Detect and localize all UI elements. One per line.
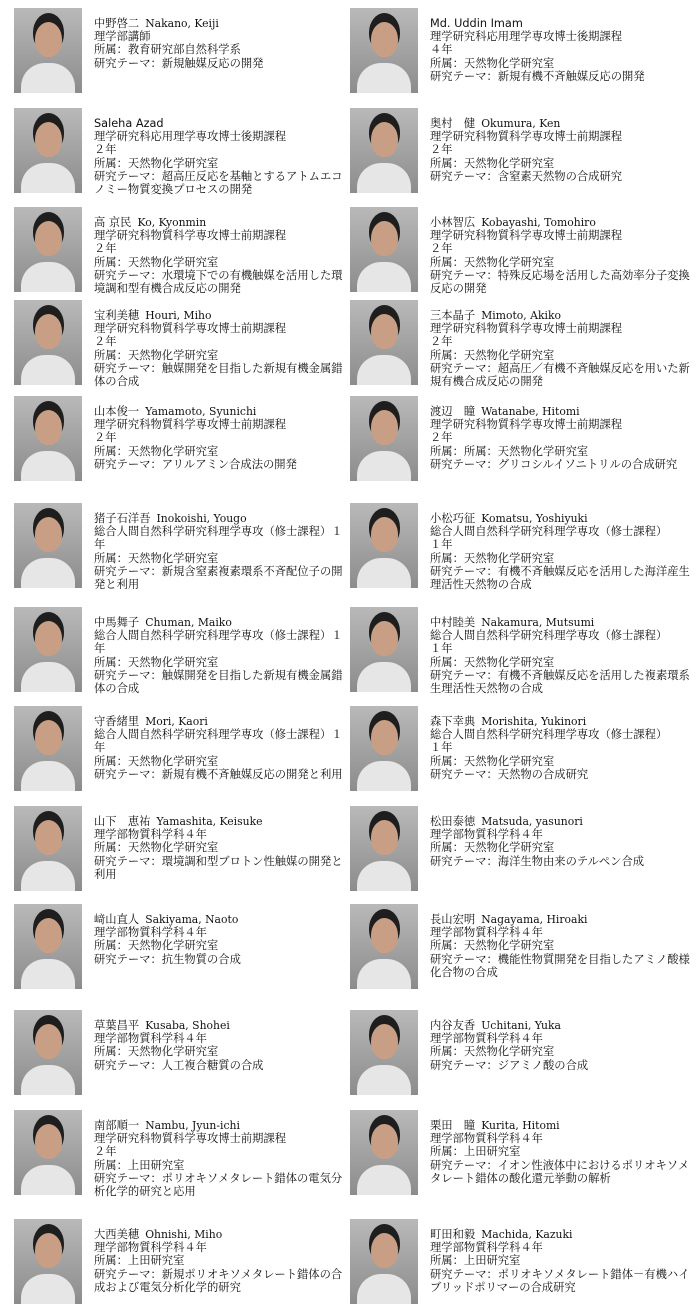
member-detail-line: 総合人間自然科学研究科理学専攻（修士課程）１年 xyxy=(94,728,343,755)
member-name-en: Watanabe, Hitomi xyxy=(481,405,580,418)
member-detail-line: 所属：天然物化学研究室 xyxy=(94,841,219,855)
member-name-en: Yamamoto, Syunichi xyxy=(145,405,257,418)
member-info xyxy=(430,405,692,471)
member-detail-line: 研究テーマ：触媒開発を目指した新規有機金属錯体の合成 xyxy=(94,668,343,696)
member-detail-line: 研究テーマ：ポリオキソメタレート錯体－有機ハイブリッドポリマーの合成研究 xyxy=(430,1267,690,1294)
member-detail-line: 理学研究科物質科学専攻博士前期課程 xyxy=(430,418,623,432)
member-detail-line: 研究テーマ：環境調和型ブロトン性触媒の開発と利用 xyxy=(94,854,343,881)
member-name-jp: Md. Uddin Imam xyxy=(430,17,523,30)
photo-head xyxy=(371,122,398,157)
member-detail-line: 所属：天然物化学研究室 xyxy=(430,348,555,362)
photo-shoulders xyxy=(21,451,75,481)
member-info xyxy=(430,512,692,591)
member-detail-line: ２年 xyxy=(430,143,453,157)
member-name-en: Nagayama, Hiroaki xyxy=(481,913,588,926)
member-name-en: Kusaba, Shohei xyxy=(145,1019,230,1032)
member-photo xyxy=(350,207,418,292)
photo-shoulders xyxy=(357,558,411,588)
member-detail-line: 研究テーマ：超高圧／有機不斉触媒反応を用いた新規有機合成反応の開発 xyxy=(430,361,690,389)
member-detail-line: 所属：天然物化学研究室 xyxy=(94,348,219,362)
photo-shoulders xyxy=(357,262,411,292)
photo-shoulders xyxy=(21,1065,75,1095)
member-name-en: Mori, Kaori xyxy=(145,715,208,728)
member-name xyxy=(94,913,344,926)
member-detail-line: 総合人間自然科学研究科理学専攻（修士課程） xyxy=(430,728,668,742)
member-info xyxy=(430,913,692,979)
member-detail-line: 所属：上田研究室 xyxy=(94,1158,185,1172)
member-name-en: Ko, Kyonmin xyxy=(137,216,207,229)
photo-shoulders xyxy=(21,1274,75,1304)
member-detail-line: 理学部物質科学科４年 xyxy=(430,1032,543,1046)
member-detail-line: 総合人間自然科学研究科理学専攻（修士課程）１年 xyxy=(94,525,343,552)
member-detail-line: 研究テーマ：グリコシルイソニトリルの合成研究 xyxy=(430,457,678,471)
photo-head xyxy=(371,918,398,953)
member-name-jp: 森下幸典 xyxy=(430,715,476,728)
member-detail-line: 研究テーマ：イオン性液体中におけるポリオキソメタレート錯体の酸化還元挙動の解析 xyxy=(430,1158,690,1185)
photo-shoulders xyxy=(21,262,75,292)
member-name-jp: 猪子石洋吾 xyxy=(94,512,151,525)
member-info xyxy=(430,17,692,83)
member-detail-line: 理学部物質科学科４年 xyxy=(430,1241,543,1255)
member-detail-line: 研究テーマ：含窒素天然物の合成研究 xyxy=(430,169,623,183)
photo-shoulders xyxy=(357,1065,411,1095)
member-detail-line: 研究テーマ：有機不斉触媒反応を活用した複素環系生理活性天然物の合成 xyxy=(430,668,690,696)
member-name xyxy=(430,616,692,629)
member-photo xyxy=(350,607,418,692)
photo-head xyxy=(35,720,62,755)
member-name xyxy=(430,512,692,525)
member-photo xyxy=(14,607,82,692)
photo-shoulders xyxy=(357,63,411,93)
member-detail-line: 理学部物質科学科４年 xyxy=(94,1032,207,1046)
photo-head xyxy=(35,1024,62,1059)
member-name-en: Nakamura, Mutsumi xyxy=(481,616,595,629)
member-photo xyxy=(14,108,82,193)
member-info xyxy=(94,913,344,966)
photo-shoulders xyxy=(357,959,411,989)
member-info xyxy=(94,815,344,881)
member-info xyxy=(430,117,692,183)
member-detail-line: 理学研究科物質科学専攻博士前期課程 xyxy=(430,322,623,336)
member-name xyxy=(94,1119,344,1132)
member-name xyxy=(430,715,692,728)
member-detail-line: 理学研究科物質科学専攻博士前期課程 xyxy=(94,229,287,243)
member-detail-line: 研究テーマ：機能性物質開発を目指したアミノ酸様化合物の合成 xyxy=(430,952,690,979)
member-photo xyxy=(350,1219,418,1304)
member-name xyxy=(430,1019,692,1032)
member-detail-line: 所属：所属：天然物化学研究室 xyxy=(430,444,589,458)
member-detail-line: 所属：天然物化学研究室 xyxy=(430,56,555,70)
member-detail-line: 所属：教育研究部自然科学系 xyxy=(94,43,241,57)
member-name xyxy=(94,216,344,229)
member-photo xyxy=(350,300,418,385)
member-detail-line: 所属：上田研究室 xyxy=(430,1145,521,1159)
member-info xyxy=(430,1019,692,1072)
member-name xyxy=(94,1228,344,1241)
member-info xyxy=(94,405,344,471)
member-info xyxy=(94,117,344,196)
member-name xyxy=(430,405,692,418)
member-name-jp: 山下 恵祐 xyxy=(94,815,151,828)
photo-head xyxy=(371,720,398,755)
photo-head xyxy=(35,1233,62,1268)
member-name-jp: 南部順一 xyxy=(94,1119,140,1132)
member-detail-line: 理学部物質科学科４年 xyxy=(430,926,543,940)
member-detail-line: 研究テーマ：新規含窒素複素環系不斉配位子の開発と利用 xyxy=(94,564,343,592)
member-info xyxy=(94,309,344,388)
member-detail-line: 所属：天然物化学研究室 xyxy=(430,655,555,669)
member-name-en: Chuman, Maiko xyxy=(145,616,232,629)
member-detail-line: 理学研究科物質科学専攻博士前期課程 xyxy=(94,322,287,336)
member-detail-line: 所属：天然物化学研究室 xyxy=(430,255,555,269)
member-info xyxy=(94,715,344,781)
member-detail-line: 総合人間自然科学研究科理学専攻（修士課程）１年 xyxy=(94,629,343,656)
member-detail-line: ２年 xyxy=(94,1145,117,1159)
member-name-jp: 小松巧征 xyxy=(430,512,476,525)
member-info xyxy=(430,616,692,695)
photo-head xyxy=(371,517,398,552)
member-name xyxy=(94,17,344,30)
photo-shoulders xyxy=(21,355,75,385)
photo-head xyxy=(35,918,62,953)
member-detail-line: 理学研究科物質科学専攻博士前期課程 xyxy=(94,418,287,432)
member-info xyxy=(430,216,692,295)
member-name xyxy=(94,715,344,728)
member-name-jp: 松田泰徳 xyxy=(430,815,476,828)
member-name xyxy=(94,815,344,828)
photo-head xyxy=(35,122,62,157)
photo-shoulders xyxy=(357,355,411,385)
member-name-en: Sakiyama, Naoto xyxy=(145,913,239,926)
member-photo xyxy=(14,396,82,481)
photo-head xyxy=(371,1024,398,1059)
member-name-en: Machida, Kazuki xyxy=(481,1228,573,1241)
member-name-en: Morishita, Yukinori xyxy=(481,715,587,728)
member-photo xyxy=(350,904,418,989)
member-detail-line: 所属：天然物化学研究室 xyxy=(94,655,219,669)
member-detail-line: ２年 xyxy=(94,143,117,157)
member-name xyxy=(430,309,692,322)
member-photo xyxy=(350,8,418,93)
photo-head xyxy=(371,22,398,57)
member-detail-line: ４年 xyxy=(430,43,453,57)
member-detail-line: 研究テーマ：新規有機不斉触媒反応の開発と利用 xyxy=(94,767,343,781)
member-name-en: Inokoishi, Yougo xyxy=(156,512,247,525)
member-detail-line: 所属：天然物化学研究室 xyxy=(94,156,219,170)
member-name-jp: 中村睦美 xyxy=(430,616,476,629)
member-photo xyxy=(14,806,82,891)
member-name-en: Okumura, Ken xyxy=(481,117,561,130)
member-name xyxy=(94,117,344,130)
member-detail-line: 研究テーマ：アリルアミン合成法の開発 xyxy=(94,457,297,471)
photo-shoulders xyxy=(357,861,411,891)
member-detail-line: 所属：天然物化学研究室 xyxy=(94,255,219,269)
member-name-en: Komatsu, Yoshiyuki xyxy=(481,512,588,525)
member-detail-line: 所属：天然物化学研究室 xyxy=(94,444,219,458)
photo-shoulders xyxy=(21,63,75,93)
photo-head xyxy=(35,22,62,57)
member-name xyxy=(94,405,344,418)
member-name-jp: 町田和毅 xyxy=(430,1228,476,1241)
member-name-en: Yamashita, Keisuke xyxy=(156,815,263,828)
member-detail-line: １年 xyxy=(430,741,453,755)
member-detail-line: 研究テーマ：特殊反応場を活用した高効率分子変換反応の開発 xyxy=(430,268,690,296)
member-detail-line: ２年 xyxy=(430,335,453,349)
member-detail-line: 理学部物質科学科４年 xyxy=(94,926,207,940)
member-detail-line: 理学部物質科学科４年 xyxy=(430,1132,543,1146)
member-info xyxy=(94,512,344,591)
member-detail-line: ２年 xyxy=(94,431,117,445)
member-name-jp: 三本晶子 xyxy=(430,309,476,322)
member-detail-line: 理学研究科応用理学専攻博士後期課程 xyxy=(94,130,287,144)
member-photo xyxy=(14,904,82,989)
member-detail-line: ２年 xyxy=(94,335,117,349)
member-detail-line: ２年 xyxy=(94,242,117,256)
member-detail-line: ２年 xyxy=(430,242,453,256)
photo-shoulders xyxy=(357,451,411,481)
member-photo xyxy=(14,706,82,791)
member-photo xyxy=(14,1219,82,1304)
member-name-jp: 内谷友香 xyxy=(430,1019,476,1032)
member-name-jp: 中馬舞子 xyxy=(94,616,140,629)
photo-shoulders xyxy=(357,761,411,791)
member-photo xyxy=(350,806,418,891)
photo-head xyxy=(35,410,62,445)
member-name xyxy=(430,815,692,828)
member-detail-line: 研究テーマ：ジアミノ酸の合成 xyxy=(430,1058,589,1072)
member-detail-line: 理学部物質科学科４年 xyxy=(94,1241,207,1255)
member-detail-line: 所属：天然物化学研究室 xyxy=(94,939,219,953)
photo-head xyxy=(371,820,398,855)
member-detail-line: 研究テーマ：水環境下での有機触媒を活用した環境調和型有機合成反応の開発 xyxy=(94,268,343,296)
member-detail-line: 総合人間自然科学研究科理学専攻（修士課程） xyxy=(430,629,668,643)
member-name-jp: 山本俊一 xyxy=(94,405,140,418)
member-name xyxy=(430,117,692,130)
member-name xyxy=(94,1019,344,1032)
member-name-jp: 大西美穂 xyxy=(94,1228,140,1241)
photo-head xyxy=(371,1233,398,1268)
member-info xyxy=(94,216,344,295)
member-name-en: Kobayashi, Tomohiro xyxy=(481,216,596,229)
photo-head xyxy=(371,221,398,256)
member-photo xyxy=(14,1110,82,1195)
member-name-jp: 小林智広 xyxy=(430,216,476,229)
photo-shoulders xyxy=(357,1274,411,1304)
member-detail-line: 所属：上田研究室 xyxy=(94,1254,185,1268)
member-info xyxy=(94,1119,344,1198)
member-photo xyxy=(14,207,82,292)
member-photo xyxy=(14,1010,82,1095)
member-name xyxy=(94,309,344,322)
member-name-jp: 﨑山直人 xyxy=(94,913,140,926)
member-info xyxy=(94,17,344,70)
photo-shoulders xyxy=(21,959,75,989)
member-detail-line: 研究テーマ：人工複合糖質の合成 xyxy=(94,1058,264,1072)
photo-head xyxy=(35,820,62,855)
member-info xyxy=(94,1228,344,1294)
member-name xyxy=(430,17,692,30)
member-detail-line: 総合人間自然科学研究科理学専攻（修士課程） xyxy=(430,525,668,539)
member-name xyxy=(94,512,344,525)
member-detail-line: 研究テーマ：超高圧反応を基軸とするアトムエコノミー物質変換プロセスの開発 xyxy=(94,169,343,197)
member-detail-line: 所属：天然物化学研究室 xyxy=(430,939,555,953)
member-detail-line: 研究テーマ：ポリオキソメタレート錯体の電気分析化学的研究と応用 xyxy=(94,1171,343,1199)
member-info xyxy=(430,309,692,388)
member-detail-line: 研究テーマ：触媒開発を目指した新規有機金属錯体の合成 xyxy=(94,361,343,389)
photo-shoulders xyxy=(357,1165,411,1195)
member-detail-line: 所属：天然物化学研究室 xyxy=(94,1045,219,1059)
photo-shoulders xyxy=(21,1165,75,1195)
photo-head xyxy=(371,410,398,445)
member-detail-line: 研究テーマ：新規有機不斉触媒反応の開発 xyxy=(430,69,645,83)
member-info xyxy=(94,1019,344,1072)
member-photo xyxy=(350,396,418,481)
member-name-en: Uchitani, Yuka xyxy=(481,1019,561,1032)
member-detail-line: 所属：天然物化学研究室 xyxy=(430,551,555,565)
member-name xyxy=(430,913,692,926)
member-name-jp: Saleha Azad xyxy=(94,117,164,130)
member-info xyxy=(430,1228,692,1294)
member-detail-line: 理学部講師 xyxy=(94,30,151,44)
member-name xyxy=(430,1119,692,1132)
member-photo xyxy=(14,8,82,93)
photo-head xyxy=(371,314,398,349)
member-name-en: Matsuda, yasunori xyxy=(481,815,583,828)
member-name-en: Mimoto, Akiko xyxy=(481,309,561,322)
member-info xyxy=(430,715,692,781)
member-name-en: Ohnishi, Miho xyxy=(145,1228,223,1241)
member-name-en: Kurita, Hitomi xyxy=(481,1119,560,1132)
member-photo xyxy=(350,503,418,588)
member-name-jp: 栗田 瞳 xyxy=(430,1119,476,1132)
photo-head xyxy=(35,517,62,552)
member-detail-line: 理学研究科物質科学専攻博士前期課程 xyxy=(430,130,623,144)
member-detail-line: 研究テーマ：海洋生物由来のテルペン合成 xyxy=(430,854,645,868)
member-name-en: Houri, Miho xyxy=(145,309,212,322)
photo-head xyxy=(371,1124,398,1159)
member-name-jp: 渡辺 瞳 xyxy=(430,405,476,418)
photo-shoulders xyxy=(21,558,75,588)
member-detail-line: １年 xyxy=(430,538,453,552)
member-name-jp: 高 京民 xyxy=(94,216,132,229)
photo-shoulders xyxy=(357,662,411,692)
member-detail-line: 研究テーマ：抗生物質の合成 xyxy=(94,952,241,966)
photo-shoulders xyxy=(357,163,411,193)
member-detail-line: 所属：天然物化学研究室 xyxy=(430,754,555,768)
member-info xyxy=(430,1119,692,1185)
member-name-jp: 守香緒里 xyxy=(94,715,140,728)
member-detail-line: 研究テーマ：天然物の合成研究 xyxy=(430,767,589,781)
member-name xyxy=(430,1228,692,1241)
member-detail-line: 所属：天然物化学研究室 xyxy=(430,156,555,170)
member-detail-line: 理学研究科応用理学専攻博士後期課程 xyxy=(430,30,623,44)
member-detail-line: 所属：天然物化学研究室 xyxy=(430,841,555,855)
photo-head xyxy=(35,621,62,656)
member-photo xyxy=(350,1010,418,1095)
photo-shoulders xyxy=(21,761,75,791)
member-photo xyxy=(14,300,82,385)
member-name-jp: 奥村 健 xyxy=(430,117,476,130)
member-detail-line: 理学研究科物質科学専攻博士前期課程 xyxy=(94,1132,287,1146)
member-photo xyxy=(350,706,418,791)
member-detail-line: 理学研究科物質科学専攻博士前期課程 xyxy=(430,229,623,243)
member-detail-line: 理学部物質科学科４年 xyxy=(94,828,207,842)
member-photo xyxy=(350,1110,418,1195)
photo-head xyxy=(371,621,398,656)
photo-shoulders xyxy=(21,163,75,193)
member-name-jp: 中野啓二 xyxy=(94,17,140,30)
member-detail-line: １年 xyxy=(430,642,453,656)
member-detail-line: 所属：天然物化学研究室 xyxy=(94,551,219,565)
member-name-en: Nakano, Keiji xyxy=(145,17,219,30)
member-detail-line: 所属：天然物化学研究室 xyxy=(94,754,219,768)
member-name xyxy=(430,216,692,229)
member-name-jp: 長山宏明 xyxy=(430,913,476,926)
member-info xyxy=(430,815,692,868)
member-detail-line: 研究テーマ：新規ポリオキソメタレート錯体の合成および電気分析化学的研究 xyxy=(94,1267,343,1294)
photo-head xyxy=(35,314,62,349)
member-name-jp: 宝利美穂 xyxy=(94,309,140,322)
member-info xyxy=(94,616,344,695)
member-name-jp: 草葉昌平 xyxy=(94,1019,140,1032)
photo-shoulders xyxy=(21,662,75,692)
member-detail-line: 研究テーマ：新規触媒反応の開発 xyxy=(94,56,264,70)
member-photo xyxy=(350,108,418,193)
member-name-en: Nambu, Jyun-ichi xyxy=(145,1119,240,1132)
photo-head xyxy=(35,221,62,256)
member-detail-line: 所属：天然物化学研究室 xyxy=(430,1045,555,1059)
member-detail-line: 研究テーマ：有機不斉触媒反応を活用した海洋産生理活性天然物の合成 xyxy=(430,564,690,592)
member-name xyxy=(94,616,344,629)
photo-head xyxy=(35,1124,62,1159)
member-photo xyxy=(14,503,82,588)
member-detail-line: 所属：上田研究室 xyxy=(430,1254,521,1268)
photo-shoulders xyxy=(21,861,75,891)
member-detail-line: ２年 xyxy=(430,431,453,445)
member-detail-line: 理学部物質科学科４年 xyxy=(430,828,543,842)
